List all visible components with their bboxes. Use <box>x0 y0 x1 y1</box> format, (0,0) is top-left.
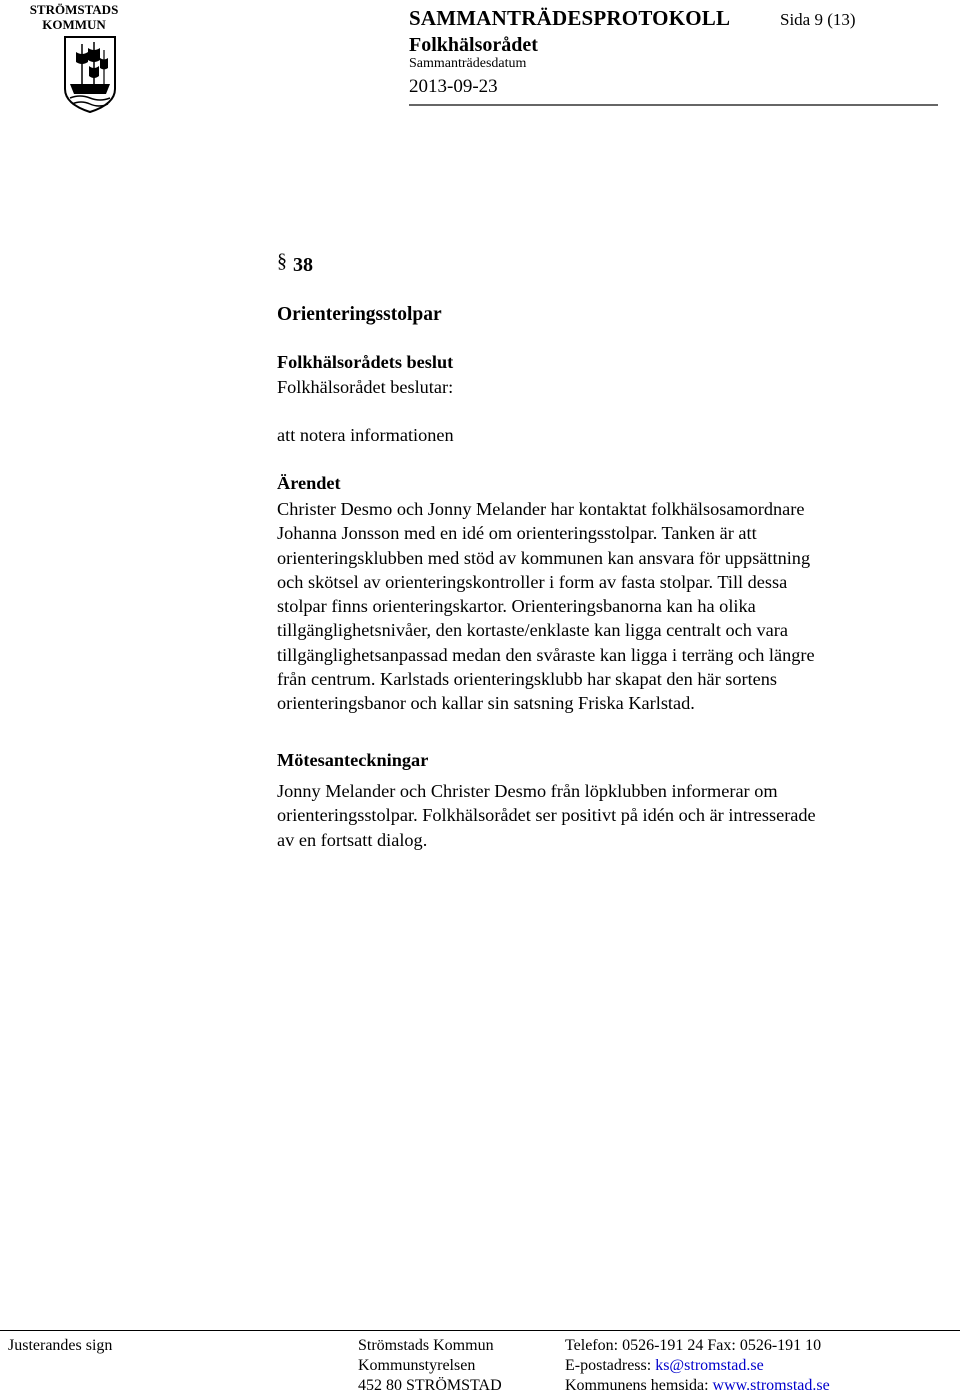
email-line <box>565 1356 830 1376</box>
text-line: tillgänglighetsnivåer, den kortaste/enklaste kan ligga centralt och vara <box>277 620 788 641</box>
decision-intro: Folkhälsorådet beslutar: <box>277 377 454 397</box>
text-line: Christer Desmo och Jonny Melander har kontaktat folkhälsosamordnare <box>277 499 805 519</box>
paragraph-title: Orienteringsstolpar <box>277 304 442 325</box>
header-divider <box>409 104 938 106</box>
text-line: från centrum. Karlstads orienteringsklubb har skapat den här sortens <box>277 669 778 690</box>
document-type: SAMMANTRÄDESPROTOKOLL <box>409 6 731 30</box>
decision-text: att notera informationen <box>277 425 454 445</box>
paragraph-number-value: 38 <box>293 254 313 276</box>
text-line: av en fortsatt dialog. <box>277 829 428 850</box>
text-line: Jonny Melander och Christer Desmo från löpklubben informerar om <box>277 781 778 801</box>
text-line: stolpar finns orienteringskartor. Orienteringsbanorna kan ha olika <box>277 596 756 617</box>
organization-name <box>14 2 134 32</box>
phone-fax: Telefon: 0526-191 24 Fax: 0526-191 10 <box>565 1337 822 1354</box>
address-line: 452 80 STRÖMSTAD <box>358 1377 502 1394</box>
text-line: orienteringsbanor och kallar sin satsning Friska Karlstad. <box>277 693 695 714</box>
matter-body <box>277 497 907 716</box>
text-line: och skötsel av orienteringskontroller i form av fasta stolpar. Till dessa <box>277 571 788 592</box>
section-sign: § <box>277 250 287 272</box>
notes-heading: Mötesanteckningar <box>277 750 429 770</box>
text-line: orienteringsstolpar. Folkhälsorådet ser positivt på idén och är intresserade <box>277 805 816 826</box>
website-link[interactable]: www.stromstad.se <box>712 1377 830 1394</box>
address-line: Strömstads Kommun <box>358 1337 494 1354</box>
website-line <box>565 1376 830 1396</box>
text-line: orienteringsklubben med stöd av kommunen kan ansvara för uppsättning <box>277 547 811 568</box>
email-link[interactable]: ks@stromstad.se <box>655 1357 764 1374</box>
signature-label: Justerandes sign <box>8 1337 113 1354</box>
postal-address <box>358 1336 502 1396</box>
text-line: Johanna Jonsson med en idé om orienteringsstolpar. Tanken är att <box>277 523 757 544</box>
notes-body <box>277 779 907 852</box>
footer-divider <box>0 1330 960 1331</box>
website-label: Kommunens hemsida: <box>565 1377 709 1394</box>
email-label: E-postadress: <box>565 1357 652 1374</box>
contact-info <box>565 1336 830 1396</box>
matter-heading: Ärendet <box>277 473 341 493</box>
text-line: tillgänglighetsanpassad medan den svåraste kan ligga i terräng och längre <box>277 644 815 665</box>
page-number: Sida 9 (13) <box>780 10 856 29</box>
committee-name: Folkhälsorådet <box>409 34 538 56</box>
decision-heading: Folkhälsorådets beslut <box>277 352 454 372</box>
meeting-date: 2013-09-23 <box>409 76 498 97</box>
paragraph-number <box>277 250 907 277</box>
address-line: Kommunstyrelsen <box>358 1357 476 1374</box>
org-name-line2: KOMMUN <box>42 17 106 32</box>
municipal-coat-of-arms-ship-icon <box>60 34 120 114</box>
meeting-date-label: Sammanträdesdatum <box>409 56 527 71</box>
org-name-line1: STRÖMSTADS <box>29 2 119 17</box>
